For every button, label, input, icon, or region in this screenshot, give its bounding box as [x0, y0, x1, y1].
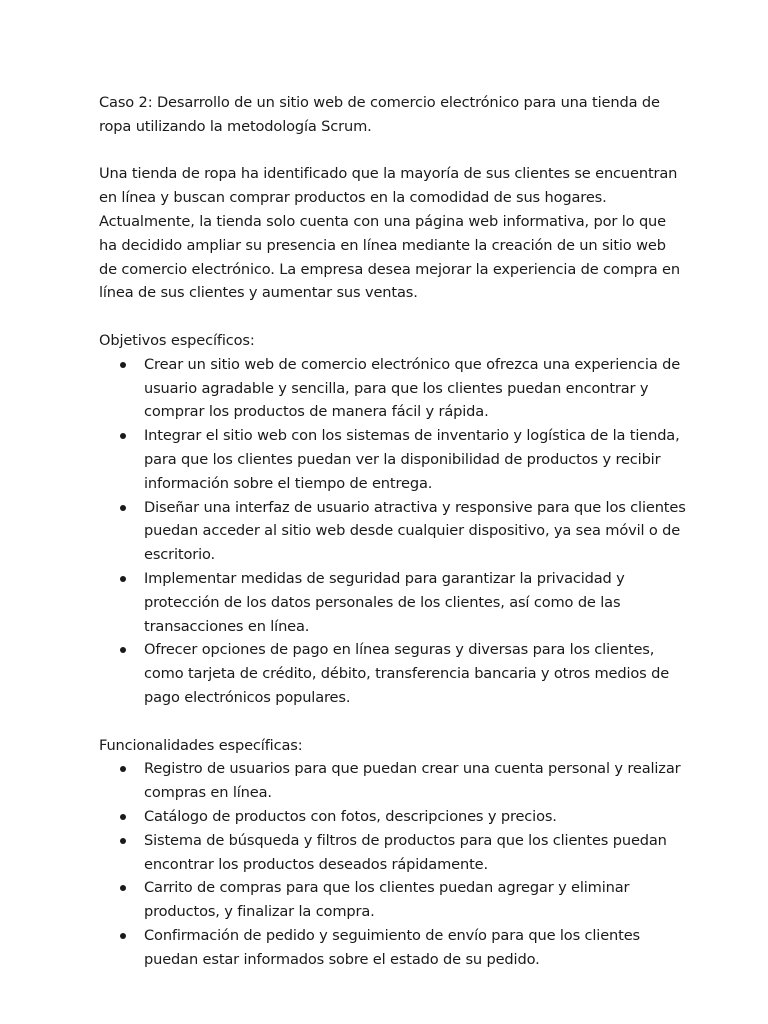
list-item-line: transacciones en línea.	[144, 617, 310, 635]
bullet-icon	[120, 433, 126, 439]
bullet-icon	[120, 505, 126, 511]
list-item-line: información sobre el tiempo de entrega.	[144, 474, 433, 492]
intro-line: línea de sus clientes y aumentar sus ventas.	[99, 284, 418, 302]
intro-line: Actualmente, la tienda solo cuenta con una página web informativa, por lo que	[99, 212, 666, 230]
objectives-list	[99, 353, 686, 710]
list-item-line: Catálogo de productos con fotos, descripciones y precios.	[144, 807, 557, 825]
list-item	[99, 638, 679, 709]
intro-line: de comercio electrónico. La empresa desea mejorar la experiencia de compra en	[99, 260, 680, 278]
intro-line: en línea y buscan comprar productos en la comodidad de sus hogares.	[99, 189, 607, 207]
list-item	[99, 805, 679, 829]
list-item-line: Sistema de búsqueda y filtros de productos para que los clientes puedan	[144, 831, 667, 849]
functionalities-list	[99, 757, 679, 971]
list-item-line: compras en línea.	[144, 784, 272, 802]
objectives-heading: Objetivos específicos:	[99, 331, 255, 349]
list-item-line: Carrito de compras para que los clientes puedan agregar y eliminar	[144, 879, 630, 897]
list-item-line: Crear un sitio web de comercio electrónico que ofrezca una experiencia de	[144, 355, 681, 373]
list-item-line: usuario agradable y sencilla, para que los clientes puedan encontrar y	[144, 379, 649, 397]
list-item-line: como tarjeta de crédito, débito, transferencia bancaria y otros medios de	[144, 665, 670, 683]
bullet-icon	[120, 885, 126, 891]
list-item-line: protección de los datos personales de los clientes, así como de las	[144, 593, 621, 611]
list-item-line: Ofrecer opciones de pago en línea seguras y diversas para los clientes,	[144, 641, 655, 659]
list-item-line: comprar los productos de manera fácil y rápida.	[144, 403, 489, 421]
list-item-line: para que los clientes puedan ver la disponibilidad de productos y recibir	[144, 450, 661, 468]
bullet-icon	[120, 647, 126, 653]
title-line: ropa utilizando la metodología Scrum.	[99, 117, 372, 135]
list-item	[99, 424, 679, 495]
intro-line: ha decidido ampliar su presencia en línea mediante la creación de un sitio web	[99, 236, 666, 254]
bullet-icon	[120, 362, 126, 368]
list-item	[99, 496, 686, 567]
list-item	[99, 353, 679, 424]
bullet-icon	[120, 576, 126, 582]
bullet-icon	[120, 933, 126, 939]
intro-paragraph	[99, 162, 679, 305]
list-item-line: Confirmación de pedido y seguimiento de envío para que los clientes	[144, 926, 640, 944]
list-item	[99, 829, 679, 877]
list-item-line: encontrar los productos deseados rápidamente.	[144, 855, 488, 873]
title-line: Caso 2: Desarrollo de un sitio web de comercio electrónico para una tienda de	[99, 94, 660, 111]
list-item	[99, 876, 679, 924]
functionalities-heading: Funcionalidades específicas:	[99, 736, 303, 754]
list-item-line: productos, y finalizar la compra.	[144, 903, 375, 921]
document-page	[99, 91, 686, 971]
intro-line: Una tienda de ropa ha identificado que la mayoría de sus clientes se encuentran	[99, 165, 678, 183]
list-item-line: pago electrónicos populares.	[144, 688, 351, 706]
list-item-line: puedan acceder al sitio web desde cualquier dispositivo, ya sea móvil o de	[144, 522, 681, 540]
list-item-line: Integrar el sitio web con los sistemas de inventario y logística de la tienda,	[144, 427, 680, 445]
list-item-line: Implementar medidas de seguridad para garantizar la privacidad y	[144, 569, 625, 587]
list-item	[99, 924, 679, 972]
document-title	[99, 91, 679, 139]
bullet-icon	[120, 814, 126, 820]
list-item-line: puedan estar informados sobre el estado de su pedido.	[144, 950, 540, 968]
bullet-icon	[120, 838, 126, 844]
list-item-line: Diseñar una interfaz de usuario atractiva y responsive para que los clientes	[144, 498, 686, 516]
list-item	[99, 567, 679, 638]
list-item-line: Registro de usuarios para que puedan crear una cuenta personal y realizar	[144, 760, 681, 778]
list-item-line: escritorio.	[144, 546, 216, 564]
bullet-icon	[120, 766, 126, 772]
list-item	[99, 757, 679, 805]
